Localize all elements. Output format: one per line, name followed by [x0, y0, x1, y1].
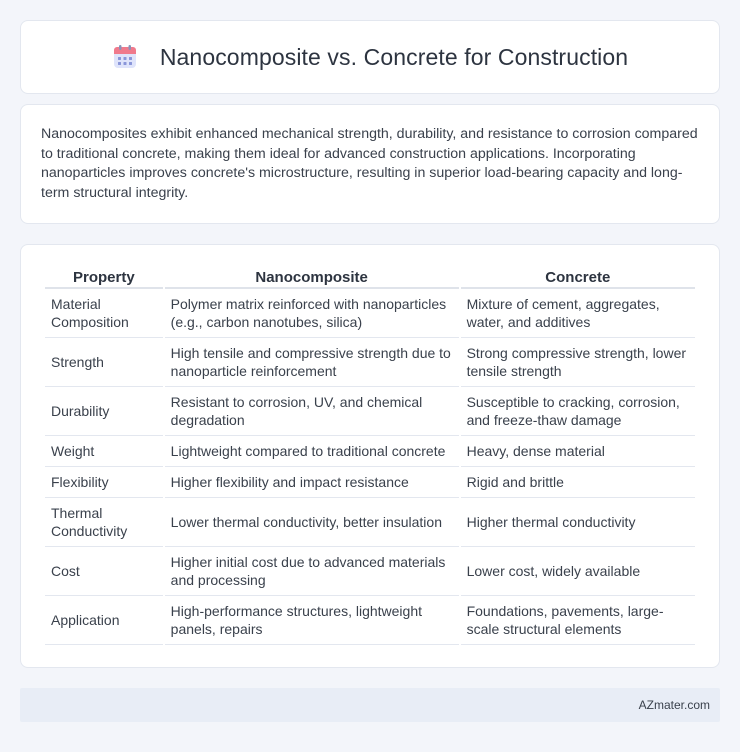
cell-concrete: Higher thermal conductivity — [461, 498, 695, 547]
intro-card — [20, 104, 720, 224]
cell-property: Weight — [45, 436, 163, 467]
header-property: Property — [45, 267, 163, 289]
header-concrete: Concrete — [461, 267, 695, 289]
table-row — [45, 387, 695, 436]
table-row — [45, 289, 695, 338]
table-row — [45, 436, 695, 467]
cell-concrete: Mixture of cement, aggregates, water, and additives — [461, 289, 695, 338]
cell-nanocomposite: High tensile and compressive strength due to nanoparticle reinforcement — [165, 338, 459, 387]
intro-text: Nanocomposites exhibit enhanced mechanical strength, durability, and resistance to corrosion compared to traditional concrete, making them ideal for advanced construction applications. Incorporating nanoparticles improves concrete's microstructure, resulting in superior load-bearing capacity and long-term structural integrity. — [41, 126, 698, 201]
table-row — [45, 547, 695, 596]
cell-property: Application — [45, 596, 163, 645]
header-nanocomposite: Nanocomposite — [165, 267, 459, 289]
footer-brand[interactable]: AZmater.com — [638, 698, 710, 712]
cell-nanocomposite: Resistant to corrosion, UV, and chemical degradation — [165, 387, 459, 436]
calendar-icon — [112, 44, 138, 70]
table-row — [45, 467, 695, 498]
cell-property: Durability — [45, 387, 163, 436]
cell-nanocomposite: High-performance structures, lightweight panels, repairs — [165, 596, 459, 645]
table-row — [45, 596, 695, 645]
table-row — [45, 338, 695, 387]
cell-nanocomposite: Polymer matrix reinforced with nanoparticles (e.g., carbon nanotubes, silica) — [165, 289, 459, 338]
page-title: Nanocomposite vs. Concrete for Construction — [159, 43, 629, 70]
cell-property: Cost — [45, 547, 163, 596]
cell-concrete: Strong compressive strength, lower tensile strength — [461, 338, 695, 387]
cell-nanocomposite: Lightweight compared to traditional concrete — [165, 436, 459, 467]
table-row — [45, 498, 695, 547]
comparison-table — [43, 267, 697, 645]
cell-nanocomposite: Higher initial cost due to advanced materials and processing — [165, 547, 459, 596]
table-header-row — [45, 267, 695, 289]
cell-concrete: Susceptible to cracking, corrosion, and freeze-thaw damage — [461, 387, 695, 436]
cell-nanocomposite: Lower thermal conductivity, better insulation — [165, 498, 459, 547]
comparison-table-card — [20, 244, 720, 668]
cell-concrete: Heavy, dense material — [461, 436, 695, 467]
cell-property: Material Composition — [45, 289, 163, 338]
cell-concrete: Rigid and brittle — [461, 467, 695, 498]
cell-property: Thermal Conductivity — [45, 498, 163, 547]
title-card — [20, 20, 720, 94]
cell-concrete: Foundations, pavements, large-scale structural elements — [461, 596, 695, 645]
cell-nanocomposite: Higher flexibility and impact resistance — [165, 467, 459, 498]
cell-concrete: Lower cost, widely available — [461, 547, 695, 596]
footer — [20, 688, 720, 722]
cell-property: Flexibility — [45, 467, 163, 498]
cell-property: Strength — [45, 338, 163, 387]
